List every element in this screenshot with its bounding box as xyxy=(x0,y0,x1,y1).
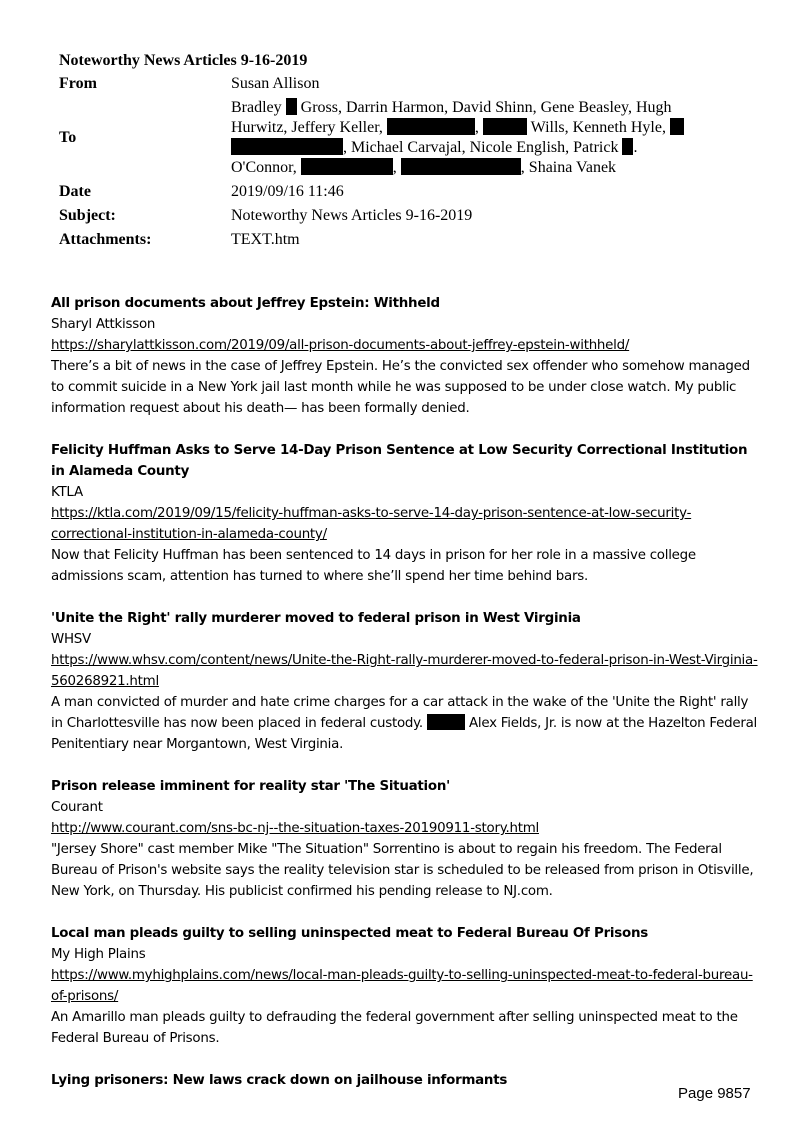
article-summary xyxy=(51,692,761,755)
article-title: Felicity Huffman Asks to Serve 14-Day Prison Sentence at Low Security Correctional Institution in Alameda County xyxy=(51,443,748,479)
subject-label: Subject: xyxy=(59,207,116,224)
to-row xyxy=(59,96,731,180)
article-item xyxy=(51,608,761,755)
redaction xyxy=(622,138,633,155)
article-item xyxy=(51,440,761,587)
article-title: All prison documents about Jeffrey Epstein: Withheld xyxy=(51,296,440,311)
article-link[interactable]: https://www.myhighplains.com/news/local-man-pleads-guilty-to-selling-uninspected-meat-to-federal-bureau-of-prisons/ xyxy=(51,968,753,1004)
to-text: . xyxy=(633,139,638,156)
redaction xyxy=(483,118,527,135)
date-row xyxy=(59,180,731,204)
to-text: O'Connor, xyxy=(231,159,297,176)
article-source: My High Plains xyxy=(51,947,146,962)
to-text: , xyxy=(474,119,479,136)
from-row xyxy=(59,72,731,96)
article-summary: An Amarillo man pleads guilty to defrauding the federal government after selling uninspected meat to the Federal Bureau of Prisons. xyxy=(51,1010,738,1046)
article-link[interactable]: https://www.whsv.com/content/news/Unite-the-Right-rally-murderer-moved-to-federal-prison-in-West-Virginia-560268921.html xyxy=(51,653,758,689)
redaction xyxy=(286,98,297,115)
email-title: Noteworthy News Articles 9-16-2019 xyxy=(59,52,308,69)
article-title: 'Unite the Right' rally murderer moved to federal prison in West Virginia xyxy=(51,611,581,626)
to-text: , Michael Carvajal, Nicole English, Patrick xyxy=(343,139,619,156)
date-label: Date xyxy=(59,183,91,200)
subject-value: Noteworthy News Articles 9-16-2019 xyxy=(231,207,473,224)
to-value xyxy=(231,98,731,178)
redaction xyxy=(387,118,475,135)
article-title: Local man pleads guilty to selling uninspected meat to Federal Bureau Of Prisons xyxy=(51,926,648,941)
to-text: , Shaina Vanek xyxy=(520,159,617,176)
to-text: Bradley xyxy=(231,99,282,116)
redaction xyxy=(401,158,521,175)
from-label: From xyxy=(59,75,97,92)
redaction xyxy=(670,118,684,135)
article-item xyxy=(51,923,761,1049)
article-item xyxy=(51,776,761,902)
to-text: Wills, Kenneth Hyle, xyxy=(530,119,666,136)
attachments-row xyxy=(59,228,731,252)
article-title: Prison release imminent for reality star 'The Situation' xyxy=(51,779,450,794)
article-link[interactable]: https://sharylattkisson.com/2019/09/all-prison-documents-about-jeffrey-epstein-withheld/ xyxy=(51,338,630,353)
article-summary: There’s a bit of news in the case of Jeffrey Epstein. He’s the convicted sex offender who somehow managed to commit suicide in a New York jail last month while he was supposed to be under close watch. My public information request about his death— has been formally denied. xyxy=(51,359,750,416)
article-source: Sharyl Attkisson xyxy=(51,317,156,332)
redaction xyxy=(427,714,465,730)
summary-text: A man convicted of murder and hate crime charges for a car attack in the wake of the 'Unite the Right' rally in Charlottesville has now been placed in federal custody. xyxy=(51,695,749,731)
to-text: , xyxy=(392,159,397,176)
article-list xyxy=(51,293,761,1112)
article-item xyxy=(51,293,761,419)
summary-text: Alex Fields, Jr. is now at the Hazelton Federal Penitentiary near Morgantown, West Virginia. xyxy=(51,716,758,752)
attachments-label: Attachments: xyxy=(59,231,152,248)
article-title: Lying prisoners: New laws crack down on jailhouse informants xyxy=(51,1073,508,1088)
from-value: Susan Allison xyxy=(231,75,320,92)
attachments-value: TEXT.htm xyxy=(231,231,300,248)
article-link[interactable]: http://www.courant.com/sns-bc-nj--the-situation-taxes-20190911-story.html xyxy=(51,821,539,836)
to-text: Gross, Darrin Harmon, David Shinn, Gene Beasley, Hugh xyxy=(300,99,672,116)
page-number: Page 9857 xyxy=(678,1085,751,1102)
date-value: 2019/09/16 11:46 xyxy=(231,183,344,200)
redaction xyxy=(231,138,343,155)
article-source: Courant xyxy=(51,800,103,815)
article-link[interactable]: https://ktla.com/2019/09/15/felicity-huffman-asks-to-serve-14-day-prison-sentence-at-low-security-correctional-institution-in-alameda-county/ xyxy=(51,506,692,542)
to-label: To xyxy=(59,129,77,146)
article-summary: "Jersey Shore" cast member Mike "The Situation" Sorrentino is about to regain his freedom. The Federal Bureau of Prison's website says the reality television star is scheduled to be released from prison in Otisville, New York, on Thursday. His publicist confirmed his pending release to NJ.com. xyxy=(51,842,754,899)
subject-row xyxy=(59,204,731,228)
article-item xyxy=(51,1070,761,1091)
email-header xyxy=(59,50,731,252)
to-text: Hurwitz, Jeffery Keller, xyxy=(231,119,383,136)
article-summary: Now that Felicity Huffman has been sentenced to 14 days in prison for her role in a massive college admissions scam, attention has turned to where she’ll spend her time behind bars. xyxy=(51,548,696,584)
redaction xyxy=(301,158,393,175)
article-source: WHSV xyxy=(51,632,91,647)
article-source: KTLA xyxy=(51,485,83,500)
